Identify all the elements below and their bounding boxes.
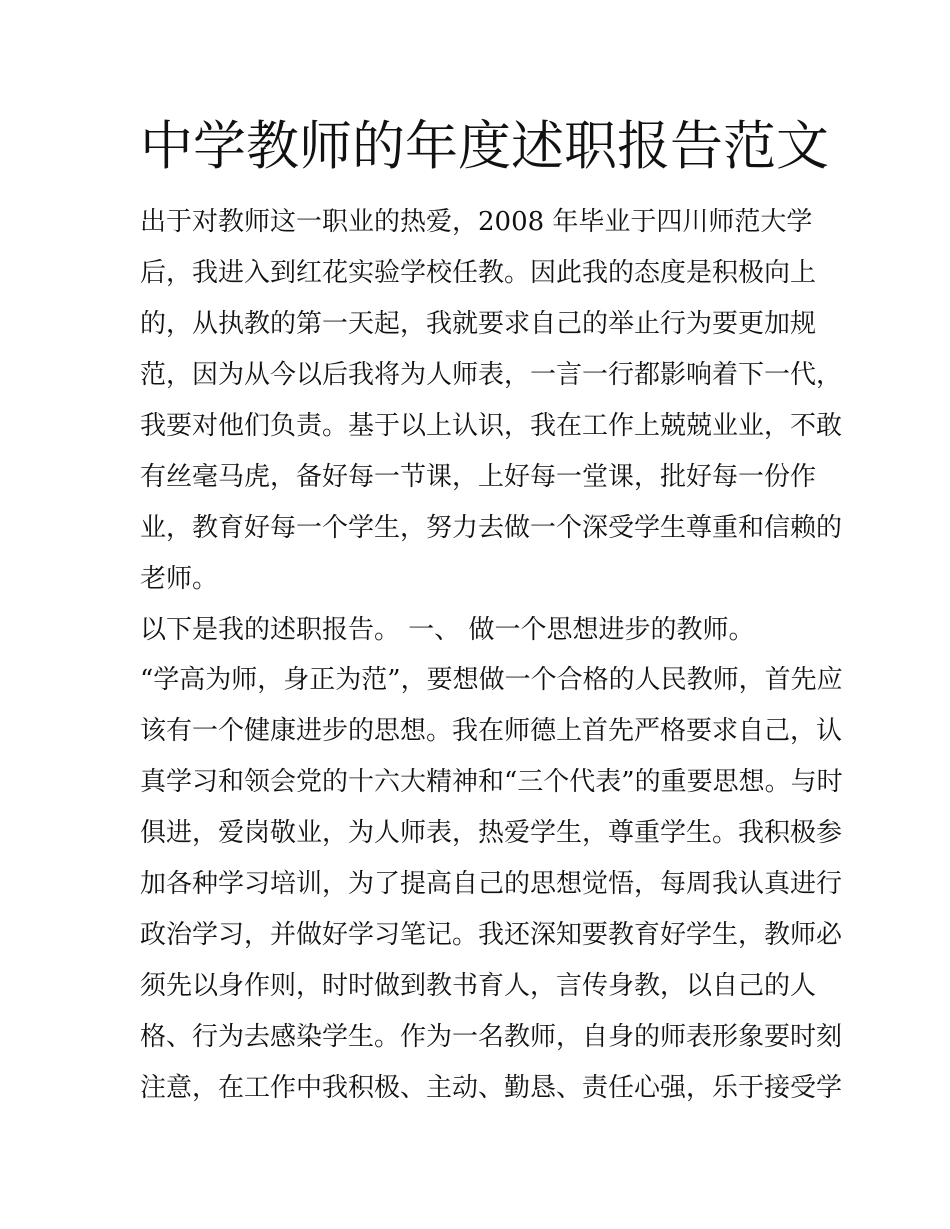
- text-line: 格、行为去感染学生。作为一名教师，自身的师表形象要时刻: [140, 1022, 843, 1052]
- text-line: 的，从执教的第一天起，我就要求自己的举止行为要更加规: [140, 308, 817, 339]
- text-line: 后，我进入到红花实验学校任教。因此我的态度是积极向上: [140, 257, 817, 288]
- text-line: 该有一个健康进步的思想。我在师德上首先严格要求自己，认: [140, 716, 843, 747]
- text-line: 出于对教师这一职业的热爱，2008 年毕业于四川师范大学: [140, 207, 813, 237]
- text-line: 注意，在工作中我积极、主动、勤恳、责任心强，乐于接受学: [140, 1072, 843, 1103]
- text-line: 俱进，爱岗敬业，为人师表，热爱学生，尊重学生。我积极参: [140, 818, 843, 849]
- text-line: 老师。: [140, 563, 219, 594]
- text-line: “学高为师，身正为范”，要想做一个合格的人民教师，首先应: [140, 665, 843, 696]
- text-line: 加各种学习培训，为了提高自己的思想觉悟，每周我认真进行: [140, 869, 843, 900]
- document-title: 中学教师的年度述职报告范文: [140, 116, 829, 177]
- text-line: 以下是我的述职报告。 一、 做一个思想进步的教师。: [140, 614, 755, 645]
- text-line: 业，教育好每一个学生，努力去做一个深受学生尊重和信赖的: [140, 512, 843, 543]
- text-line: 有丝毫马虎，备好每一节课，上好每一堂课，批好每一份作: [140, 461, 817, 492]
- document-body: [140, 197, 843, 1114]
- text-line: 范，因为从今以后我将为人师表，一言一行都影响着下一代，: [140, 359, 843, 390]
- text-line: 真学习和领会党的十六大精神和“三个代表”的重要思想。与时: [140, 767, 843, 798]
- text-line: 政治学习，并做好学习笔记。我还深知要教育好学生，教师必: [140, 920, 843, 951]
- text-line: 我要对他们负责。基于以上认识，我在工作上兢兢业业，不敢: [140, 410, 843, 441]
- text-line: 须先以身作则，时时做到教书育人，言传身教，以自己的人: [140, 971, 817, 1002]
